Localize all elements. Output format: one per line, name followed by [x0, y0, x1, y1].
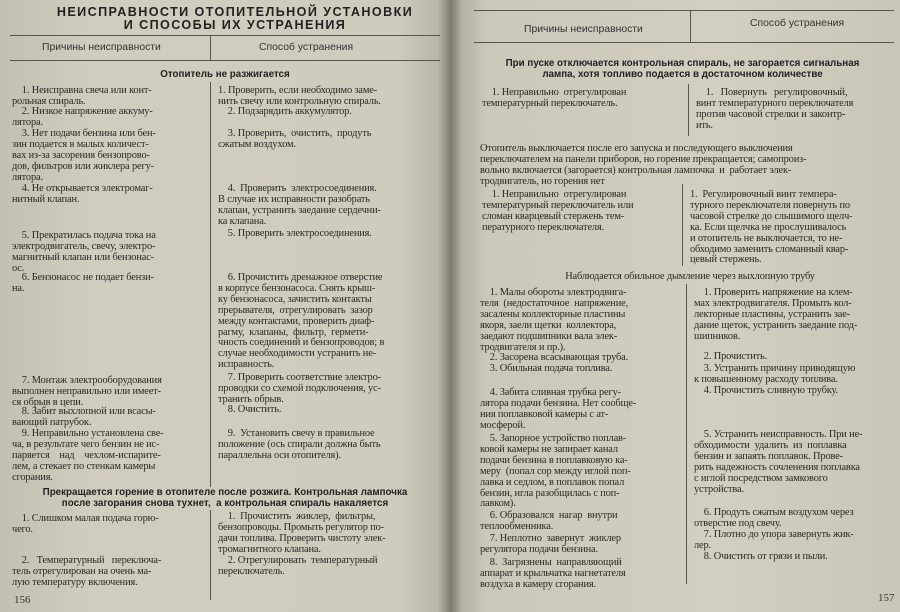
remedy-item: 1. Проверить напряжение на клем- мах электродвигателя. Промыть кол- лекторные пластины, устранить зае- дание щеток, устранить заедание под- шипников. — [694, 287, 858, 342]
page-title: НЕИСПРАВНОСТИ ОТОПИТЕЛЬНОЙ УСТАНОВКИ И СПОСОБЫ ИХ УСТРАНЕНИЯ — [56, 5, 414, 32]
section-heading-no-ignition: Отопитель не разжигается — [160, 69, 290, 80]
cause-item: 5. Прекратилась подача тока на электродвигатель, свечу, электро- магнитный клапан или бензонас- ос. — [12, 230, 156, 274]
remedy-item: 5. Проверить электросоединения. — [218, 228, 372, 239]
column-header-remedies: Способ устранения — [750, 18, 845, 29]
section-heading-flame-out: Прекращается горение в отопителе после розжига. Контрольная лампочка после загорания снова тухнет, а контрольная спираль накаляется — [42, 487, 408, 509]
remedy-item: 4. Прочистить сливную трубку. — [694, 385, 838, 396]
column-header-causes: Причины неисправности — [524, 24, 643, 35]
remedy-item: 4. Проверить электросоединения. В случае их исправности разобрать клапан, устранить заедание сердечни- ка клапана. — [218, 183, 381, 227]
column-divider — [210, 82, 211, 487]
remedy-item: 5. Устранить неисправность. При не- обходимости удалить из поплавка бензин и запаять поплавок. Прове- рить надежность сочленения поплавка с иглой посредством замкового устройства. — [694, 429, 863, 495]
cause-item: 7. Неплотно завернут жиклер регулятора подачи бензина. — [480, 533, 621, 555]
remedy-item: 6. Продуть сжатым воздухом через отверстие под свечу. — [694, 507, 854, 529]
remedy-item: 1. Проверить, если необходимо заме- нить свечу или контрольную спираль. — [218, 85, 381, 107]
remedy-item: 8. Очистить от грязи и пыли. — [694, 551, 828, 562]
remedy-item: 1. Регулировочный винт темпера- турного переключателя повернуть по часовой стрелке до слышимого щелч- ка. Если щелчка не прослушивалось и отопитель не выключается, то не- обходимо заменить сломанный квар- цевый стержень. — [690, 189, 853, 266]
remedy-item: 8. Очистить. — [218, 404, 282, 415]
cause-item: 8. Забит выхлопной или всасы- вающий патрубок. — [12, 406, 156, 428]
cause-item: 1. Неисправна свеча или конт- рольная спираль. — [12, 85, 152, 107]
remedy-item: 2. Прочистить. — [694, 351, 768, 362]
header-bottom-rule — [474, 42, 894, 43]
cause-item: 1. Неправильно отрегулирован температурный переключатель. — [482, 87, 627, 109]
book-spine-shadow — [438, 0, 462, 612]
cause-item: 1. Малы обороты электродвига- теля (недостаточное напряжение, засалены коллекторные пластины якоря, заели щетки коллектора, заедают подшипники вала элек- тродвигателя и пр.). — [480, 287, 629, 353]
cause-item: 3. Нет подачи бензина или бен- зин подается в малых количест- вах из-за засорения бензопрово- дов, фильтров или жиклера регу- лятора. — [12, 128, 156, 183]
remedy-item: 7. Проверить соответствие электро- проводки со схемой подключения, ус- транить обрыв. — [218, 372, 381, 405]
cause-item: 1. Неправильно отрегулирован температурный переключатель или сломан кварцевый стержень тем- пературного переключателя. — [482, 189, 634, 233]
remedy-item: 9. Установить свечу в правильное положение (ось спирали должна быть параллельна оси отопителя). — [218, 428, 381, 461]
remedy-item: 1. Прочистить жиклер, фильтры, бензопроводы. Промыть регулятор по- дачи топлива. Проверить чистоту элек- тромагнитного клапана. — [218, 511, 386, 555]
remedy-item: 1. Повернуть регулировочный, винт температурного переключателя против часовой стрелки и законтр- ить. — [696, 87, 854, 131]
cause-item: 2. Температурный переключа- тель отрегулирован на очень ма- лую температуру включения. — [12, 555, 162, 588]
header-divider — [210, 36, 211, 60]
page-number: 157 — [878, 592, 895, 604]
cause-item: 6. Образовался нагар внутри теплообменника. — [480, 510, 618, 532]
column-header-causes: Причины неисправности — [42, 42, 161, 53]
header-divider — [690, 11, 691, 42]
header-bottom-rule — [10, 60, 440, 61]
column-divider — [686, 284, 687, 584]
section-heading-coil-off: При пуске отключается контрольная спираль, не загорается сигнальная лампа, хотя топливо подается в достаточном количестве — [505, 58, 860, 80]
remedy-item: 2. Отрегулировать температурный переключатель. — [218, 555, 378, 577]
section-heading-spontaneous-on: Отопитель выключается после его запуска и последующего выключения переключателем на панели приборов, но горение прекращается; самопроиз- вольно включается (загорается) контрольная лампочка и работает элек- тродвигатель, но горения нет — [480, 143, 807, 187]
cause-item: 4. Не открывается электромаг- нитный клапан. — [12, 183, 153, 205]
cause-item: 4. Забита сливная трубка регу- лятора подачи бензина. Нет сообще- ния поплавковой камеры с ат- мосферой. — [480, 387, 637, 431]
cause-item: 9. Неправильно установлена све- ча, в результате чего бензин не ис- паряется над чехлом-испарите- лем, а стекает по стенкам камеры сгорания. — [12, 428, 164, 483]
cause-item: 8. Загрязнены направляющий аппарат и крыльчатка нагнетателя воздуха в камеру сгорания. — [480, 557, 626, 590]
column-divider — [688, 84, 689, 136]
page-number: 156 — [14, 594, 31, 606]
table-top-rule — [474, 10, 894, 11]
remedy-item: 3. Проверить, очистить, продуть сжатым воздухом. — [218, 128, 372, 150]
column-divider — [682, 184, 683, 266]
cause-item: 2. Низкое напряжение аккуму- лятора. — [12, 106, 153, 128]
remedy-item: 6. Прочистить дренажное отверстие в корпусе бензонасоса. Снять крыш- ку бензонасоса, зачистить контакты прерывателя, отрегулировать зазор между контактами, проверить диаф- рагму, клапаны, фильтр, гермети- чность соединений и бензопроводов; в случае необходимости устранить не- исправность. — [218, 272, 385, 371]
cause-item: 1. Слишком малая подача горю- чего. — [12, 513, 159, 535]
section-heading-smoke: Наблюдается обильное дымление через выхлопную трубу — [565, 271, 815, 282]
right-page — [450, 0, 900, 612]
cause-item: 5. Запорное устройство поплав- ковой камеры не запирает канал подачи бензина в поплавковую ка- меру (попал сор между иглой поп- лавка и седлом, в поплавок попал бензин, игла разобщилась с поп- лавком). — [480, 433, 631, 510]
cause-item: 6. Бензонасос не подает бензи- на. — [12, 272, 154, 294]
remedy-item: 7. Плотно до упора завернуть жик- лер. — [694, 529, 854, 551]
table-top-rule — [10, 35, 440, 36]
cause-item: 7. Монтаж электрооборудования выполнен неправильно или имеет- ся обрыв в цепи. — [12, 375, 162, 408]
cause-item: 3. Обильная подача топлива. — [480, 363, 613, 374]
cause-item: 2. Засорена всасывающая труба. — [480, 352, 629, 363]
column-divider-2 — [210, 510, 211, 600]
remedy-item: 3. Устранить причину приводящую к повышенному расходу топлива. — [694, 363, 856, 385]
column-header-remedies: Способ устранения — [259, 42, 354, 53]
remedy-item: 2. Подзарядить аккумулятор. — [218, 106, 352, 117]
